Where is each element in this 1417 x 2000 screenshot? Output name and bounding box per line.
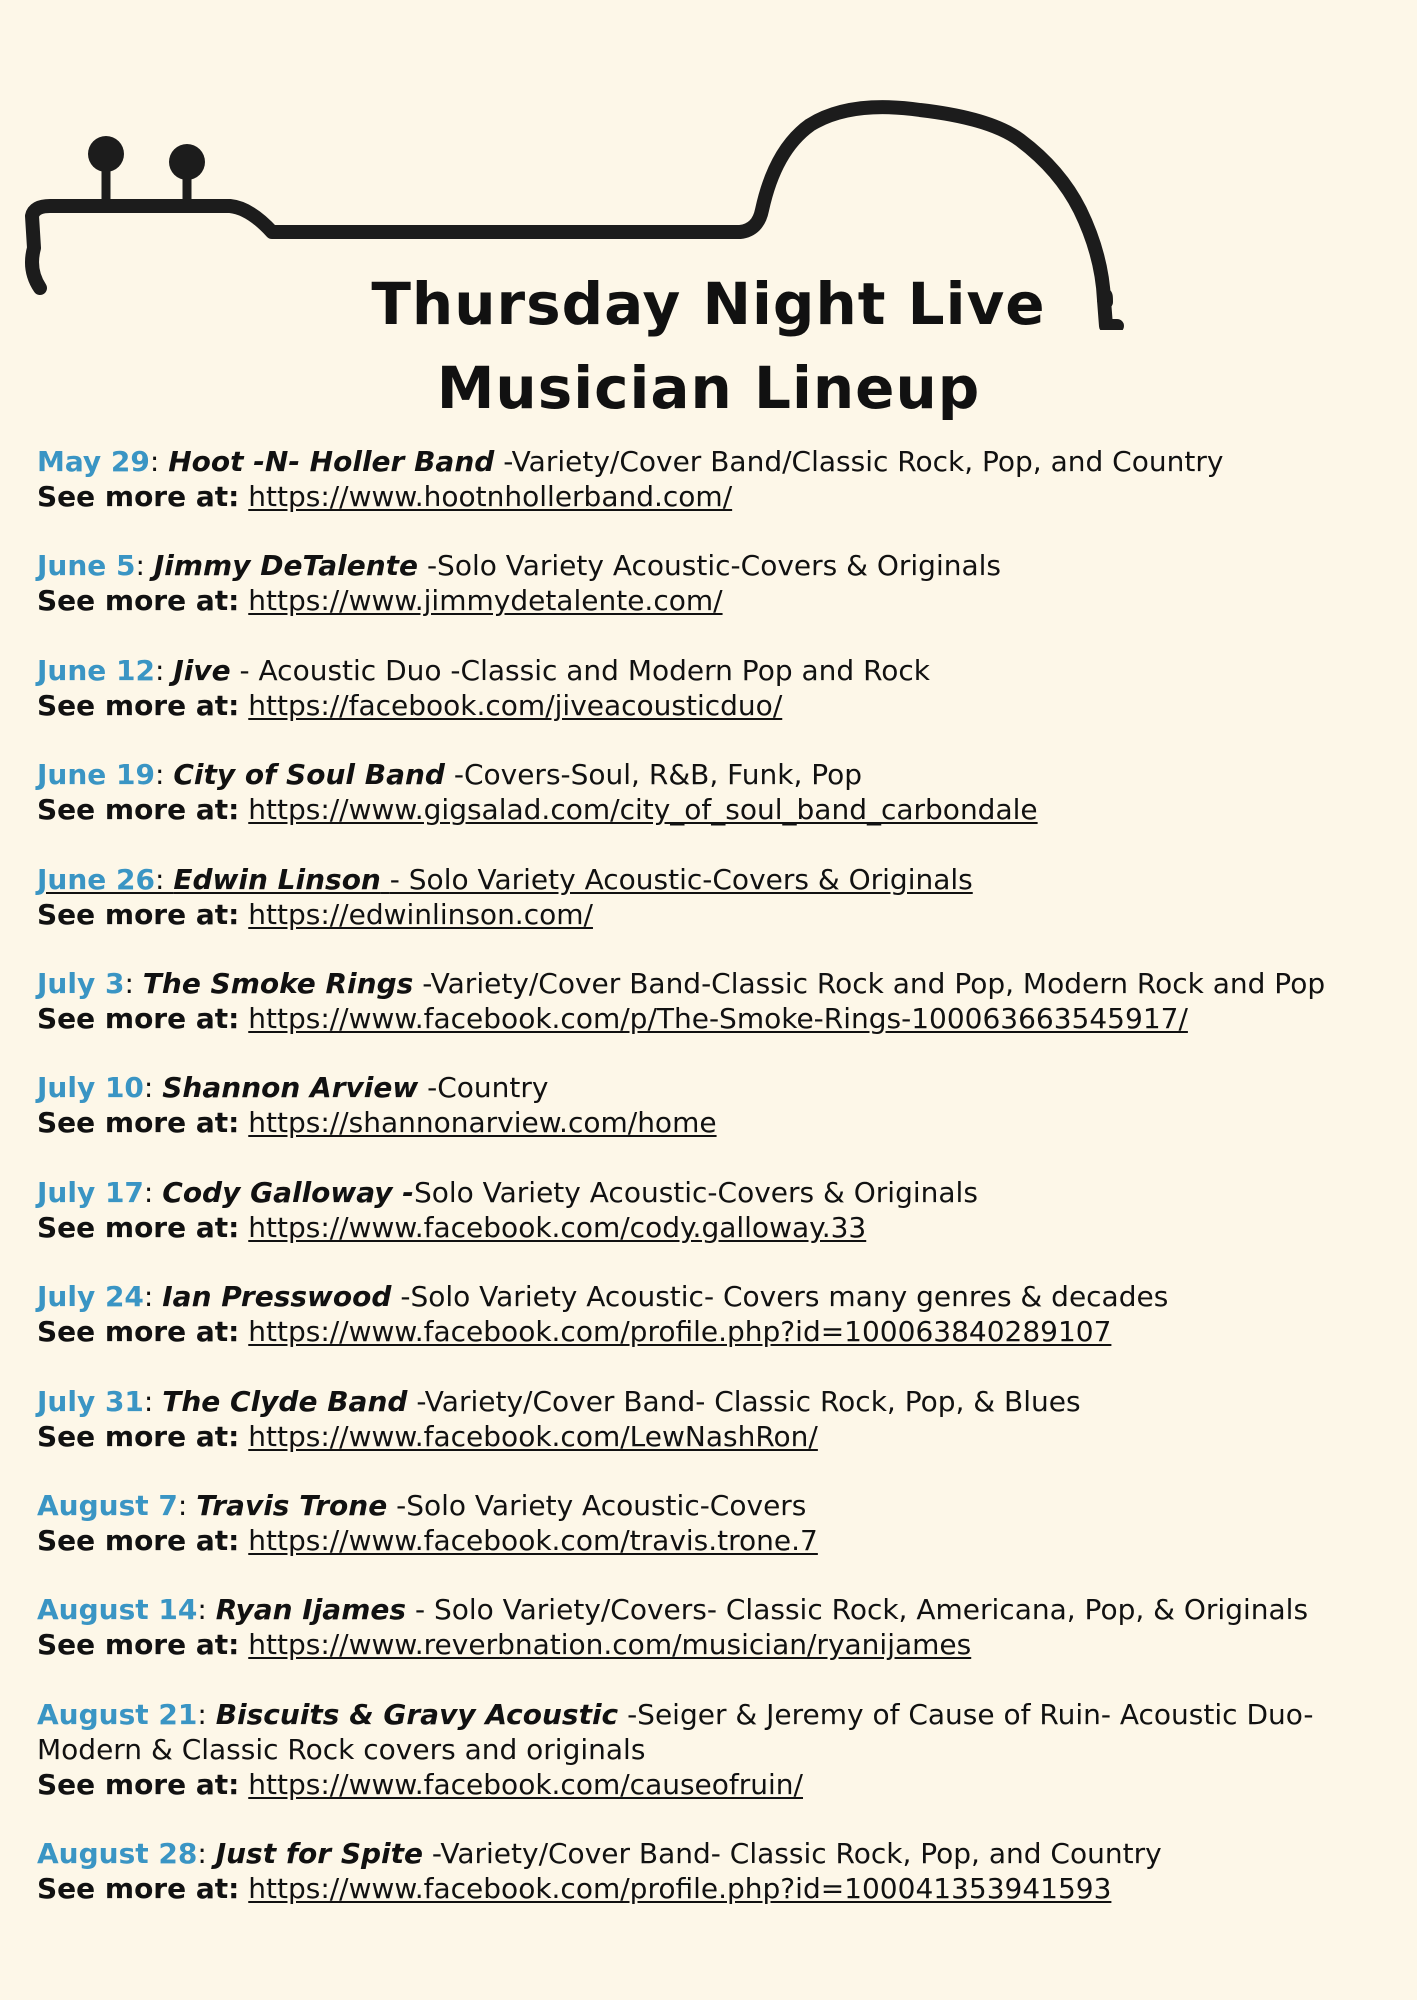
page-title <box>0 262 1417 430</box>
band-name: Ryan Ijames <box>215 1593 407 1627</box>
band-description: -Variety/Cover Band- Classic Rock, Pop, & Blues <box>416 1384 1081 1418</box>
title-line-1: Thursday Night Live <box>371 270 1046 338</box>
band-name: The Smoke Rings <box>142 966 414 1000</box>
band-name: The Clyde Band <box>162 1384 408 1418</box>
band-name: Shannon Arview <box>162 1071 419 1105</box>
band-description: -Seiger & Jeremy of Cause of Ruin- Acoustic Duo- <box>627 1697 1314 1731</box>
band-link[interactable]: https://www.gigsalad.com/city_of_soul_band_carbondale <box>248 793 1038 827</box>
lineup-list <box>37 444 1397 1940</box>
band-name: Jive <box>173 653 231 687</box>
band-name: Ian Presswood <box>162 1280 392 1314</box>
entry-date: June 26 <box>37 862 155 896</box>
lineup-entry: June 26: Edwin Linson - Solo Variety Acoustic-Covers & Originals See more at: https://edwinlinson.com/ <box>37 862 973 931</box>
entry-date: May 29 <box>37 445 150 478</box>
see-more-label: See more at: <box>37 584 240 618</box>
lineup-entry: July 10: Shannon Arview -Country See more at: https://shannonarview.com/home <box>37 1071 717 1140</box>
lineup-entry: June 19: City of Soul Band -Covers-Soul, R&B, Funk, Pop See more at: https://www.gigsalad.com/city_of_soul_band_carbondale <box>37 758 1038 827</box>
entry-date: June 12 <box>37 653 155 687</box>
lineup-entry: July 31: The Clyde Band -Variety/Cover Band- Classic Rock, Pop, & Blues See more at: https://www.facebook.com/LewNashRon/ <box>37 1384 1081 1453</box>
lineup-entry: May 29: Hoot -N- Holler Band -Variety/Cover Band/Classic Rock, Pop, and Country See more at: https://www.hootnhollerband.com/ <box>37 445 1224 513</box>
see-more-label: See more at: <box>37 1523 240 1557</box>
lineup-entry: August 28: Just for Spite -Variety/Cover Band- Classic Rock, Pop, and Country See more at: https://www.facebook.com/profile.php?id=100041353941593 <box>37 1837 1162 1906</box>
band-description: -Variety/Cover Band- Classic Rock, Pop, and Country <box>431 1837 1162 1871</box>
entry-date: June 5 <box>37 549 136 583</box>
band-description: -Covers-Soul, R&B, Funk, Pop <box>453 758 863 792</box>
band-link[interactable]: https://shannonarview.com/home <box>248 1106 717 1140</box>
see-more-label: See more at: <box>37 1315 240 1349</box>
see-more-label: See more at: <box>37 1767 240 1801</box>
band-description: -Variety/Cover Band/Classic Rock, Pop, and Country <box>503 445 1224 478</box>
band-link[interactable]: https://www.facebook.com/p/The-Smoke-Rings-100063663545917/ <box>248 1001 1188 1035</box>
see-more-label: See more at: <box>37 1106 240 1140</box>
band-name: Edwin Linson <box>173 862 381 896</box>
see-more-label: See more at: <box>37 1001 240 1035</box>
band-link[interactable]: https://www.facebook.com/profile.php?id=100041353941593 <box>248 1872 1112 1906</box>
band-name: Just for Spite <box>215 1837 423 1871</box>
see-more-label: See more at: <box>37 1419 240 1453</box>
band-link[interactable]: https://www.jimmydetalente.com/ <box>248 584 723 618</box>
lineup-entry: August 7: Travis Trone -Solo Variety Acoustic-Covers See more at: https://www.facebook.com/travis.trone.7 <box>37 1488 818 1557</box>
see-more-label: See more at: <box>37 1210 240 1244</box>
band-description-continued: Modern & Classic Rock covers and originals <box>37 1732 646 1766</box>
see-more-label: See more at: <box>37 897 240 931</box>
entry-date: August 28 <box>37 1837 198 1871</box>
tuning-peg-1 <box>88 136 124 172</box>
band-link[interactable]: https://facebook.com/jiveacousticduo/ <box>248 688 783 722</box>
band-link[interactable]: https://www.facebook.com/causeofruin/ <box>248 1767 803 1801</box>
band-name: Hoot -N- Holler Band <box>168 445 495 478</box>
entry-date: July 24 <box>37 1280 144 1314</box>
entry-date: July 3 <box>37 966 125 1000</box>
see-more-label: See more at: <box>37 1872 240 1906</box>
entry-date: August 21 <box>37 1697 198 1731</box>
entry-date: August 14 <box>37 1593 198 1627</box>
see-more-label: See more at: <box>37 480 240 513</box>
tuning-peg-2 <box>169 144 205 180</box>
band-name: Cody Galloway - <box>162 1175 414 1209</box>
band-description: -Solo Variety Acoustic-Covers & Originals <box>426 549 1002 583</box>
entry-date: June 19 <box>37 758 155 792</box>
band-link[interactable]: https://www.facebook.com/travis.trone.7 <box>248 1523 818 1557</box>
band-description: - Acoustic Duo -Classic and Modern Pop and Rock <box>239 653 931 687</box>
band-description: - Solo Variety/Covers- Classic Rock, Americana, Pop, & Originals <box>414 1593 1309 1627</box>
lineup-entry: August 21: Biscuits & Gravy Acoustic -Seiger & Jeremy of Cause of Ruin- Acoustic Duo- Modern & Classic Rock covers and originals See more at: https://www.facebook.com/causeofruin/ <box>37 1697 1397 1836</box>
entry-date: July 17 <box>37 1175 144 1209</box>
entry-date: July 10 <box>37 1071 144 1105</box>
band-description: -Solo Variety Acoustic- Covers many genres & decades <box>400 1280 1169 1314</box>
lineup-entry: June 5: Jimmy DeTalente -Solo Variety Acoustic-Covers & Originals See more at: https://www.jimmydetalente.com/ <box>37 549 1002 618</box>
lineup-entry: August 14: Ryan Ijames - Solo Variety/Covers- Classic Rock, Americana, Pop, & Originals See more at: https://www.reverbnation.com/musician/ryanijames <box>37 1593 1309 1662</box>
band-description: Solo Variety Acoustic-Covers & Originals <box>413 1175 978 1209</box>
band-name: City of Soul Band <box>173 758 445 792</box>
lineup-entry: July 17: Cody Galloway -Solo Variety Acoustic-Covers & Originals See more at: https://www.facebook.com/cody.galloway.33 <box>37 1175 978 1244</box>
band-description: -Country <box>427 1071 549 1105</box>
band-name: Travis Trone <box>196 1488 388 1522</box>
band-link[interactable]: https://edwinlinson.com/ <box>248 897 593 931</box>
see-more-label: See more at: <box>37 793 240 827</box>
band-link[interactable]: https://www.facebook.com/LewNashRon/ <box>248 1419 818 1453</box>
band-description: -Solo Variety Acoustic-Covers <box>396 1488 807 1522</box>
band-link[interactable]: https://www.facebook.com/profile.php?id=100063840289107 <box>248 1315 1112 1349</box>
lineup-entry: July 3: The Smoke Rings -Variety/Cover Band-Classic Rock and Pop, Modern Rock and Pop See more at: https://www.facebook.com/p/The-Smoke-Rings-100063663545917/ <box>37 966 1326 1035</box>
band-name: Jimmy DeTalente <box>153 549 419 583</box>
entry-date: August 7 <box>37 1488 178 1522</box>
title-line-2: Musician Lineup <box>436 354 981 422</box>
lineup-entry: June 12: Jive - Acoustic Duo -Classic and Modern Pop and Rock See more at: https://facebook.com/jiveacousticduo/ <box>37 653 931 722</box>
see-more-label: See more at: <box>37 1628 240 1662</box>
band-name: Biscuits & Gravy Acoustic <box>215 1697 619 1731</box>
band-link[interactable]: https://www.reverbnation.com/musician/ryanijames <box>248 1628 972 1662</box>
see-more-label: See more at: <box>37 688 240 722</box>
band-link[interactable]: https://www.facebook.com/cody.galloway.33 <box>248 1210 867 1244</box>
band-link[interactable]: https://www.hootnhollerband.com/ <box>248 480 733 513</box>
band-description: - Solo Variety Acoustic-Covers & Originals <box>389 862 973 896</box>
entry-date: July 31 <box>37 1384 144 1418</box>
lineup-entry: July 24: Ian Presswood -Solo Variety Acoustic- Covers many genres & decades See more at: https://www.facebook.com/profile.php?id=100063840289107 <box>37 1280 1169 1349</box>
band-description: -Variety/Cover Band-Classic Rock and Pop, Modern Rock and Pop <box>422 966 1326 1000</box>
